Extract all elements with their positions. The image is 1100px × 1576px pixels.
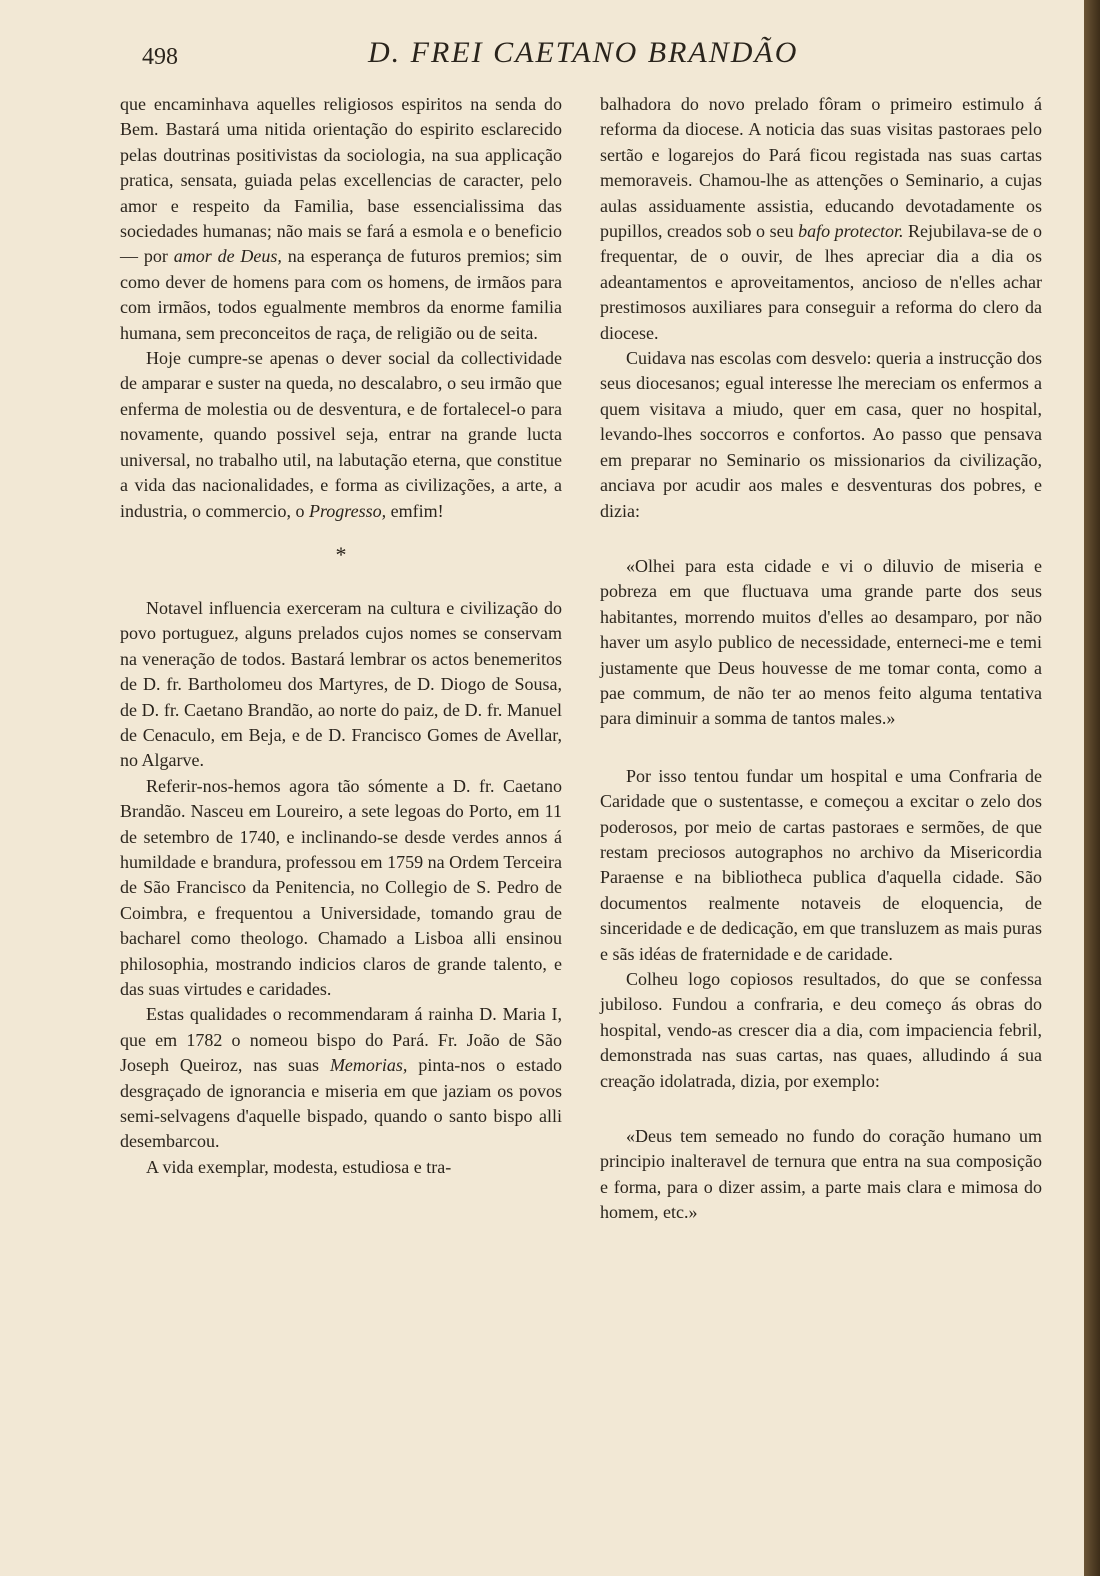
paragraph: Cuidava nas escolas com desvelo: queria a instrucção dos seus diocesanos; egual interesse lhe mereciam os enfermos a quem visitava a miudo, quer em casa, quer no hospital, levando-lhes soccorros e confortos. Ao passo que pensava em preparar no Seminario os missionarios da civilização, anciava por acudir aos males e desventuras dos pobres, e dizia: (600, 348, 1042, 521)
paragraph: Referir-nos-hemos agora tão sómente a D. fr. Caetano Brandão. Nasceu em Loureiro, a sete legoas do Porto, em 11 de setembro de 1740, e inclinando-se desde verdes annos á humildade e brandura, professou em 1759 na Ordem Terceira de São Francisco da Penitencia, no Collegio de S. Pedro de Coimbra, e frequentou a Universidade, tomando grau de bacharel como theologo. Chamado a Lisboa alli ensinou philosophia, mostrando indicios claros de grande talento, e das suas virtudes e caridades. (120, 775, 562, 999)
section-separator: * (335, 541, 347, 567)
block-quote: «Olhei para esta cidade e vi o diluvio de miseria e pobreza em que fluctuava uma grande parte dos seus habitantes, morrendo muitos d'elles ao desamparo, por não haver um asylo publico de necessidade, enterneci-me e temi justamente que Deus houvesse de me tomar conta, como a pae commum, de não ter ao menos feito alguma tentativa para diminuir a somma de tantos males.» (600, 555, 1042, 729)
book-spine-edge (1084, 0, 1100, 1576)
paragraph: Estas qualidades o recommendaram á rainha D. Maria I, que em 1782 o nomeou bispo do Pará. Fr. João de São Joseph Queiroz, nas suas Memorias, pinta-nos o estado desgraçado de ignorancia e miseria em que jaziam os povos semi-selvagens d'aquelle bispado, quando o santo bispo alli desembarcou. (120, 1004, 563, 1152)
paragraph: Hoje cumpre-se apenas o dever social da collectividade de amparar e suster na queda, no descalabro, o seu irmão que enferma de molestia ou de desventura, e de fortalecel-o para novamente, quando possivel seja, entrar na grande lucta universal, no trabalho util, na labutação eterna, que constitue a vida das nacionalidades, e forma as civilizações, a arte, a industria, o commercio, o Progresso, emfim! (120, 348, 562, 521)
paragraph: A vida exemplar, modesta, estudiosa e tra- (146, 1156, 452, 1177)
paragraph: Notavel influencia exerceram na cultura e civilização do povo portuguez, alguns prelados cujos nomes se conservam na veneração de todos. Bastará lembrar os actos benemeritos de D. fr. Bartholomeu dos Martyres, de D. Diogo de Sousa, de D. fr. Caetano Brandão, ao norte do paiz, de D. fr. Manuel de Cenaculo, em Beja, e de D. Francisco Gomes de Avellar, no Algarve. (120, 597, 562, 771)
page-number: 498 (142, 44, 178, 70)
running-title: D. FREI CAETANO BRANDÃO (368, 36, 799, 69)
right-column (600, 92, 1042, 1226)
paragraph: Colheu logo copiosos resultados, do que se confessa jubiloso. Fundou a confraria, e deu começo ás obras do hospital, vendo-as crescer dia a dia, com impaciencia febril, demonstrada nas suas cartas, nas quaes, alludindo á sua creação idolatrada, dizia, por exemplo: (600, 969, 1042, 1091)
paragraph: Por isso tentou fundar um hospital e uma Confraria de Caridade que o sustentasse, e começou a excitar o zelo dos poderosos, por meio de cartas pastoraes e sermões, de que restam preciosos autographos no archivo da Misericordia Paraense e na bibliotheca publica d'aquella cidade. São documentos realmente notaveis de eloquencia, de sinceridade e de dedicação, em que transluzem as mais puras e sãs idéas de fraternidade e de caridade. (600, 765, 1042, 964)
page-header (118, 28, 1038, 78)
paragraph: balhadora do novo prelado fôram o primeiro estimulo á reforma da diocese. A noticia das suas visitas pastoraes pelo sertão e logarejos do Pará ficou registada nas suas cartas memoraveis. Chamou-lhe as attenções o Seminario, a cujas aulas assiduamente assistia, educando devotadamente os pupillos, creados sob o seu bafo protector. Rejubilava-se de o frequentar, de o ouvir, de lhes apreciar dia a dia os adeantamentos e aproveitamentos, ancioso de n'elles achar prestimosos auxiliares para conseguir a reforma do clero da diocese. (600, 94, 1043, 343)
paragraph: que encaminhava aquelles religiosos espiritos na senda do Bem. Bastará uma nitida orientação do espirito esclarecido pelas doutrinas positivistas da sociologia, na sua applicação pratica, sensata, guiada pelas excellencias de caracter, pelo amor e respeito da Familia, base essencialissima das sociedades humanas; não mais se fará a esmola e o beneficio — por amor de Deus, na esperança de futuros premios; sim como dever de homens para com os homens, de irmãos para com irmãos, todos egualmente membros da enorme familia humana, sem preconceitos de raça, de religião ou de seita. (120, 94, 562, 343)
left-column (120, 92, 562, 1180)
block-quote: «Deus tem semeado no fundo do coração humano um principio inalteravel de ternura que entra na sua composição e forma, para o dizer assim, a parte mais clara e mimosa do homem, etc.» (600, 1126, 1042, 1223)
